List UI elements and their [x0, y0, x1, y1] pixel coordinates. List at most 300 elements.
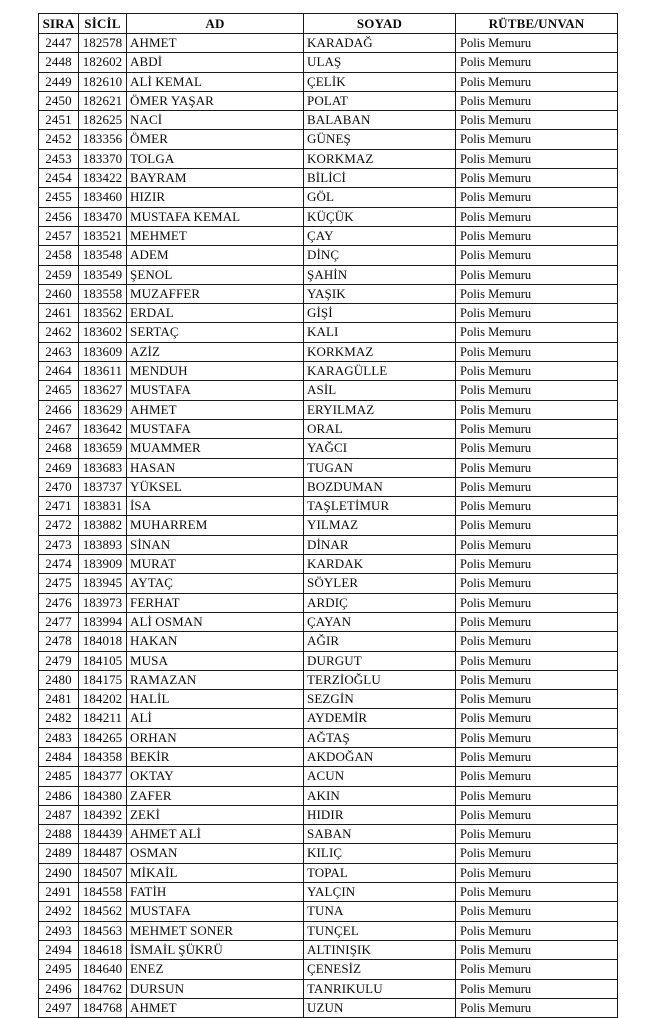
cell-soyad: KILIÇ	[304, 844, 456, 863]
table-row	[39, 226, 618, 245]
table-row	[39, 728, 618, 747]
cell-rutbe: Polis Memuru	[456, 998, 618, 1017]
cell-sira: 2467	[39, 419, 79, 438]
cell-ad: ÖMER	[127, 130, 304, 149]
cell-sira: 2485	[39, 767, 79, 786]
cell-ad: ORHAN	[127, 728, 304, 747]
cell-ad: BEKİR	[127, 747, 304, 766]
table-row	[39, 747, 618, 766]
cell-sicil: 184358	[79, 747, 127, 766]
cell-rutbe: Polis Memuru	[456, 651, 618, 670]
cell-sira: 2478	[39, 632, 79, 651]
cell-sicil: 183609	[79, 342, 127, 361]
cell-soyad: KARAGÜLLE	[304, 362, 456, 381]
cell-sira: 2489	[39, 844, 79, 863]
cell-sira: 2479	[39, 651, 79, 670]
cell-ad: ZAFER	[127, 786, 304, 805]
table-row	[39, 362, 618, 381]
cell-ad: FATİH	[127, 883, 304, 902]
table-row	[39, 979, 618, 998]
cell-ad: ERDAL	[127, 304, 304, 323]
cell-sicil: 183831	[79, 497, 127, 516]
table-row	[39, 670, 618, 689]
cell-sicil: 183470	[79, 207, 127, 226]
table-row	[39, 323, 618, 342]
cell-ad: ÖMER YAŞAR	[127, 91, 304, 110]
cell-rutbe: Polis Memuru	[456, 53, 618, 72]
cell-rutbe: Polis Memuru	[456, 786, 618, 805]
cell-soyad: BALABAN	[304, 111, 456, 130]
cell-ad: OSMAN	[127, 844, 304, 863]
cell-ad: MUSTAFA	[127, 381, 304, 400]
column-header-sira: SIRA	[39, 14, 79, 34]
cell-soyad: SÖYLER	[304, 574, 456, 593]
cell-sira: 2452	[39, 130, 79, 149]
cell-ad: AHMET	[127, 400, 304, 419]
table-row	[39, 555, 618, 574]
cell-sicil: 183356	[79, 130, 127, 149]
cell-soyad: UZUN	[304, 998, 456, 1017]
cell-soyad: ÇAYAN	[304, 612, 456, 631]
cell-soyad: KÜÇÜK	[304, 207, 456, 226]
table-row	[39, 998, 618, 1017]
cell-ad: ENEZ	[127, 960, 304, 979]
cell-sira: 2447	[39, 34, 79, 53]
cell-sicil: 183521	[79, 226, 127, 245]
cell-sira: 2457	[39, 226, 79, 245]
table-row	[39, 130, 618, 149]
cell-sicil: 183945	[79, 574, 127, 593]
cell-soyad: TOPAL	[304, 863, 456, 882]
cell-soyad: YILMAZ	[304, 516, 456, 535]
cell-rutbe: Polis Memuru	[456, 593, 618, 612]
cell-sicil: 183602	[79, 323, 127, 342]
cell-sira: 2487	[39, 805, 79, 824]
cell-sicil: 183882	[79, 516, 127, 535]
cell-rutbe: Polis Memuru	[456, 574, 618, 593]
cell-rutbe: Polis Memuru	[456, 940, 618, 959]
cell-ad: MENDUH	[127, 362, 304, 381]
cell-sicil: 182602	[79, 53, 127, 72]
cell-rutbe: Polis Memuru	[456, 497, 618, 516]
cell-rutbe: Polis Memuru	[456, 362, 618, 381]
cell-soyad: KORKMAZ	[304, 342, 456, 361]
cell-sira: 2482	[39, 709, 79, 728]
cell-rutbe: Polis Memuru	[456, 883, 618, 902]
table-row	[39, 169, 618, 188]
cell-soyad: GÜNEŞ	[304, 130, 456, 149]
cell-rutbe: Polis Memuru	[456, 91, 618, 110]
cell-sira: 2497	[39, 998, 79, 1017]
cell-sira: 2474	[39, 555, 79, 574]
cell-ad: AHMET	[127, 998, 304, 1017]
cell-ad: SERTAÇ	[127, 323, 304, 342]
cell-sicil: 182621	[79, 91, 127, 110]
cell-soyad: ÇELİK	[304, 72, 456, 91]
table-body	[39, 34, 618, 1018]
cell-soyad: KALI	[304, 323, 456, 342]
cell-sicil: 184105	[79, 651, 127, 670]
cell-soyad: TAŞLETİMUR	[304, 497, 456, 516]
table-row	[39, 535, 618, 554]
cell-rutbe: Polis Memuru	[456, 284, 618, 303]
cell-sicil: 183558	[79, 284, 127, 303]
cell-rutbe: Polis Memuru	[456, 477, 618, 496]
cell-soyad: ASİL	[304, 381, 456, 400]
table-row	[39, 419, 618, 438]
table-row	[39, 863, 618, 882]
cell-soyad: YALÇIN	[304, 883, 456, 902]
cell-rutbe: Polis Memuru	[456, 246, 618, 265]
cell-soyad: DİNAR	[304, 535, 456, 554]
cell-sicil: 184507	[79, 863, 127, 882]
cell-sicil: 184558	[79, 883, 127, 902]
cell-ad: DURSUN	[127, 979, 304, 998]
cell-sicil: 184265	[79, 728, 127, 747]
cell-ad: RAMAZAN	[127, 670, 304, 689]
cell-ad: MEHMET SONER	[127, 921, 304, 940]
cell-sira: 2491	[39, 883, 79, 902]
cell-ad: İSA	[127, 497, 304, 516]
cell-ad: ABDİ	[127, 53, 304, 72]
table-row	[39, 844, 618, 863]
cell-rutbe: Polis Memuru	[456, 863, 618, 882]
cell-rutbe: Polis Memuru	[456, 323, 618, 342]
cell-ad: ADEM	[127, 246, 304, 265]
cell-sira: 2459	[39, 265, 79, 284]
cell-sira: 2455	[39, 188, 79, 207]
cell-soyad: KARDAK	[304, 555, 456, 574]
cell-ad: TOLGA	[127, 149, 304, 168]
cell-ad: NACİ	[127, 111, 304, 130]
cell-soyad: ERYILMAZ	[304, 400, 456, 419]
cell-rutbe: Polis Memuru	[456, 304, 618, 323]
table-row	[39, 34, 618, 53]
cell-ad: MUSTAFA KEMAL	[127, 207, 304, 226]
cell-sira: 2481	[39, 690, 79, 709]
cell-soyad: TUGAN	[304, 458, 456, 477]
cell-soyad: BİLİCİ	[304, 169, 456, 188]
cell-rutbe: Polis Memuru	[456, 767, 618, 786]
cell-ad: AYTAÇ	[127, 574, 304, 593]
cell-soyad: ŞAHİN	[304, 265, 456, 284]
table-row	[39, 883, 618, 902]
table-row	[39, 72, 618, 91]
cell-rutbe: Polis Memuru	[456, 709, 618, 728]
cell-rutbe: Polis Memuru	[456, 439, 618, 458]
table-row	[39, 825, 618, 844]
cell-rutbe: Polis Memuru	[456, 960, 618, 979]
cell-ad: MUSA	[127, 651, 304, 670]
table-row	[39, 940, 618, 959]
cell-sicil: 183627	[79, 381, 127, 400]
cell-soyad: ACUN	[304, 767, 456, 786]
cell-rutbe: Polis Memuru	[456, 111, 618, 130]
column-header-rutbe: RÜTBE/UNVAN	[456, 14, 618, 34]
cell-sicil: 183737	[79, 477, 127, 496]
cell-soyad: TUNA	[304, 902, 456, 921]
table-row	[39, 593, 618, 612]
cell-sicil: 184439	[79, 825, 127, 844]
cell-sira: 2451	[39, 111, 79, 130]
cell-sicil: 184018	[79, 632, 127, 651]
table-row	[39, 960, 618, 979]
cell-soyad: AKDOĞAN	[304, 747, 456, 766]
cell-sira: 2483	[39, 728, 79, 747]
cell-ad: HIZIR	[127, 188, 304, 207]
cell-sicil: 184211	[79, 709, 127, 728]
cell-rutbe: Polis Memuru	[456, 419, 618, 438]
cell-rutbe: Polis Memuru	[456, 207, 618, 226]
cell-sicil: 184487	[79, 844, 127, 863]
cell-sira: 2469	[39, 458, 79, 477]
cell-rutbe: Polis Memuru	[456, 902, 618, 921]
cell-sira: 2476	[39, 593, 79, 612]
cell-sira: 2492	[39, 902, 79, 921]
cell-soyad: ULAŞ	[304, 53, 456, 72]
table-row	[39, 574, 618, 593]
cell-sira: 2472	[39, 516, 79, 535]
cell-sira: 2448	[39, 53, 79, 72]
table-row	[39, 149, 618, 168]
column-header-ad: AD	[127, 14, 304, 34]
table-row	[39, 458, 618, 477]
cell-sicil: 183909	[79, 555, 127, 574]
cell-sira: 2449	[39, 72, 79, 91]
cell-soyad: DİNÇ	[304, 246, 456, 265]
table-row	[39, 786, 618, 805]
table-row	[39, 400, 618, 419]
cell-sicil: 183611	[79, 362, 127, 381]
cell-rutbe: Polis Memuru	[456, 226, 618, 245]
cell-ad: AHMET	[127, 34, 304, 53]
cell-rutbe: Polis Memuru	[456, 400, 618, 419]
cell-soyad: KORKMAZ	[304, 149, 456, 168]
cell-soyad: ARDIÇ	[304, 593, 456, 612]
table-row	[39, 632, 618, 651]
cell-sira: 2496	[39, 979, 79, 998]
table-row	[39, 612, 618, 631]
cell-sira: 2468	[39, 439, 79, 458]
cell-sicil: 184768	[79, 998, 127, 1017]
table-row	[39, 805, 618, 824]
table-header	[39, 14, 618, 34]
cell-sicil: 183893	[79, 535, 127, 554]
table-row	[39, 342, 618, 361]
table-row	[39, 188, 618, 207]
cell-soyad: AYDEMİR	[304, 709, 456, 728]
cell-rutbe: Polis Memuru	[456, 728, 618, 747]
cell-ad: İSMAİL ŞÜKRÜ	[127, 940, 304, 959]
personnel-roster-table	[38, 13, 618, 1018]
cell-rutbe: Polis Memuru	[456, 844, 618, 863]
cell-sicil: 183994	[79, 612, 127, 631]
table-row	[39, 767, 618, 786]
cell-soyad: AĞTAŞ	[304, 728, 456, 747]
table-row	[39, 902, 618, 921]
cell-rutbe: Polis Memuru	[456, 632, 618, 651]
cell-ad: MUSTAFA	[127, 419, 304, 438]
cell-sicil: 183973	[79, 593, 127, 612]
cell-sira: 2484	[39, 747, 79, 766]
cell-sicil: 183370	[79, 149, 127, 168]
cell-rutbe: Polis Memuru	[456, 535, 618, 554]
cell-rutbe: Polis Memuru	[456, 130, 618, 149]
cell-ad: MUSTAFA	[127, 902, 304, 921]
cell-sira: 2480	[39, 670, 79, 689]
cell-sicil: 182610	[79, 72, 127, 91]
table-row	[39, 690, 618, 709]
cell-sicil: 183548	[79, 246, 127, 265]
cell-sicil: 183683	[79, 458, 127, 477]
cell-soyad: HIDIR	[304, 805, 456, 824]
cell-soyad: DURGUT	[304, 651, 456, 670]
cell-ad: ALİ OSMAN	[127, 612, 304, 631]
cell-sira: 2490	[39, 863, 79, 882]
cell-sira: 2458	[39, 246, 79, 265]
cell-sira: 2465	[39, 381, 79, 400]
cell-rutbe: Polis Memuru	[456, 690, 618, 709]
cell-soyad: AĞIR	[304, 632, 456, 651]
cell-ad: MUAMMER	[127, 439, 304, 458]
table-row	[39, 477, 618, 496]
cell-sicil: 184380	[79, 786, 127, 805]
cell-soyad: ÇENESİZ	[304, 960, 456, 979]
cell-ad: ZEKİ	[127, 805, 304, 824]
cell-rutbe: Polis Memuru	[456, 149, 618, 168]
table-header-row	[39, 14, 618, 34]
cell-sira: 2494	[39, 940, 79, 959]
cell-ad: MURAT	[127, 555, 304, 574]
cell-soyad: TUNÇEL	[304, 921, 456, 940]
cell-rutbe: Polis Memuru	[456, 169, 618, 188]
cell-sicil: 184377	[79, 767, 127, 786]
cell-sira: 2495	[39, 960, 79, 979]
cell-rutbe: Polis Memuru	[456, 979, 618, 998]
cell-sira: 2456	[39, 207, 79, 226]
table-row	[39, 265, 618, 284]
cell-sicil: 183460	[79, 188, 127, 207]
cell-sicil: 184640	[79, 960, 127, 979]
table-row	[39, 53, 618, 72]
table-row	[39, 439, 618, 458]
cell-sira: 2471	[39, 497, 79, 516]
cell-sicil: 184175	[79, 670, 127, 689]
cell-sira: 2466	[39, 400, 79, 419]
table-row	[39, 516, 618, 535]
cell-rutbe: Polis Memuru	[456, 825, 618, 844]
cell-soyad: YAĞCI	[304, 439, 456, 458]
cell-ad: MUZAFFER	[127, 284, 304, 303]
cell-rutbe: Polis Memuru	[456, 458, 618, 477]
cell-soyad: ALTINIŞIK	[304, 940, 456, 959]
cell-soyad: AKIN	[304, 786, 456, 805]
cell-rutbe: Polis Memuru	[456, 34, 618, 53]
cell-rutbe: Polis Memuru	[456, 265, 618, 284]
column-header-soyad: SOYAD	[304, 14, 456, 34]
cell-sira: 2464	[39, 362, 79, 381]
cell-sicil: 183562	[79, 304, 127, 323]
table-row	[39, 651, 618, 670]
cell-ad: MİKAİL	[127, 863, 304, 882]
cell-sicil: 183629	[79, 400, 127, 419]
cell-sira: 2475	[39, 574, 79, 593]
cell-sira: 2493	[39, 921, 79, 940]
cell-rutbe: Polis Memuru	[456, 747, 618, 766]
cell-rutbe: Polis Memuru	[456, 555, 618, 574]
cell-ad: HALİL	[127, 690, 304, 709]
cell-ad: ALİ	[127, 709, 304, 728]
cell-ad: OKTAY	[127, 767, 304, 786]
cell-sira: 2488	[39, 825, 79, 844]
cell-sira: 2462	[39, 323, 79, 342]
table-row	[39, 111, 618, 130]
cell-ad: ALİ KEMAL	[127, 72, 304, 91]
cell-rutbe: Polis Memuru	[456, 805, 618, 824]
cell-rutbe: Polis Memuru	[456, 612, 618, 631]
cell-soyad: TERZİOĞLU	[304, 670, 456, 689]
cell-sicil: 184563	[79, 921, 127, 940]
cell-ad: HASAN	[127, 458, 304, 477]
cell-ad: HAKAN	[127, 632, 304, 651]
table-row	[39, 284, 618, 303]
table-row	[39, 246, 618, 265]
cell-sicil: 183549	[79, 265, 127, 284]
cell-sicil: 183642	[79, 419, 127, 438]
cell-sira: 2477	[39, 612, 79, 631]
cell-soyad: YAŞIK	[304, 284, 456, 303]
cell-rutbe: Polis Memuru	[456, 921, 618, 940]
table-row	[39, 381, 618, 400]
cell-ad: ŞENOL	[127, 265, 304, 284]
cell-rutbe: Polis Memuru	[456, 670, 618, 689]
cell-rutbe: Polis Memuru	[456, 342, 618, 361]
table-row	[39, 91, 618, 110]
cell-soyad: TANRIKULU	[304, 979, 456, 998]
cell-sira: 2473	[39, 535, 79, 554]
cell-soyad: BOZDUMAN	[304, 477, 456, 496]
table-row	[39, 497, 618, 516]
cell-rutbe: Polis Memuru	[456, 188, 618, 207]
cell-sira: 2453	[39, 149, 79, 168]
cell-soyad: SEZGİN	[304, 690, 456, 709]
cell-rutbe: Polis Memuru	[456, 72, 618, 91]
cell-sira: 2460	[39, 284, 79, 303]
cell-sira: 2450	[39, 91, 79, 110]
cell-soyad: GİŞİ	[304, 304, 456, 323]
cell-ad: YÜKSEL	[127, 477, 304, 496]
cell-sicil: 184202	[79, 690, 127, 709]
cell-sira: 2454	[39, 169, 79, 188]
cell-sicil: 182578	[79, 34, 127, 53]
cell-ad: MUHARREM	[127, 516, 304, 535]
cell-sicil: 184562	[79, 902, 127, 921]
table-row	[39, 709, 618, 728]
cell-rutbe: Polis Memuru	[456, 381, 618, 400]
table-row	[39, 921, 618, 940]
column-header-sicil: SİCİL	[79, 14, 127, 34]
cell-ad: MEHMET	[127, 226, 304, 245]
cell-sicil: 184618	[79, 940, 127, 959]
cell-ad: AHMET ALİ	[127, 825, 304, 844]
cell-soyad: KARADAĞ	[304, 34, 456, 53]
cell-sicil: 183422	[79, 169, 127, 188]
cell-sicil: 183659	[79, 439, 127, 458]
cell-soyad: SABAN	[304, 825, 456, 844]
cell-soyad: ÇAY	[304, 226, 456, 245]
cell-sira: 2470	[39, 477, 79, 496]
table-row	[39, 207, 618, 226]
